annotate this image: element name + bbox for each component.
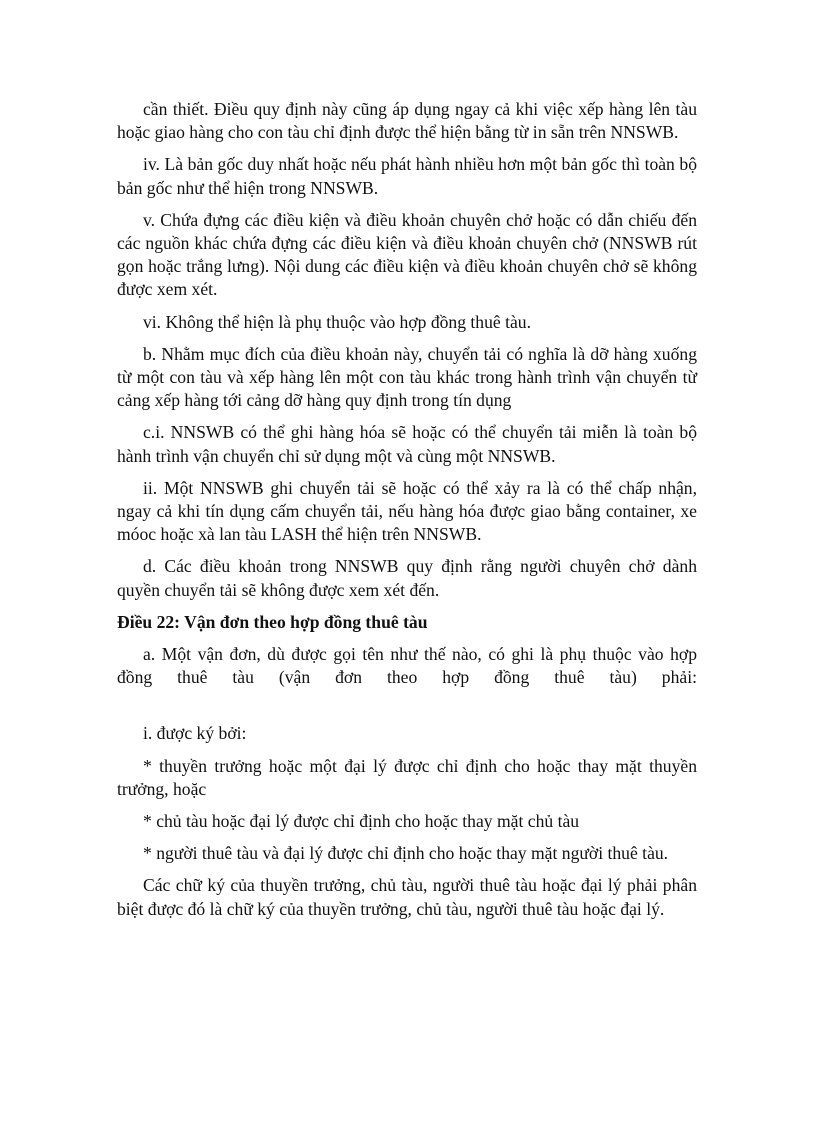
paragraph-item-d: d. Các điều khoản trong NNSWB quy định rằng người chuyên chở dành quyền chuyển tải sẽ không được xem xét đến. bbox=[117, 556, 697, 600]
paragraph-article-22-a: a. Một vận đơn, dù được gọi tên như thế nào, có ghi là phụ thuộc vào hợp đồng thuê tàu (vận đơn theo hợp đồng thuê tàu) phải: bbox=[117, 644, 697, 688]
paragraph-item-v: v. Chứa đựng các điều kiện và điều khoản chuyên chở hoặc có dẫn chiếu đến các nguồn khác chứa đựng các điều kiện và điều khoản chuyên chở (NNSWB rút gọn hoặc trắng lưng). Nội dung các điều kiện và điều khoản chuyên chở sẽ không được xem xét. bbox=[117, 209, 697, 300]
paragraph-item-ii: ii. Một NNSWB ghi chuyển tải sẽ hoặc có thể xảy ra là có thể chấp nhận, ngay cả khi tín dụng cấm chuyển tải, nếu hàng hóa được giao bằng container, xe móoc hoặc xà lan tàu LASH thể hiện trên NNSWB. bbox=[117, 477, 697, 545]
bullet-charterer: * người thuê tàu và đại lý được chỉ định cho hoặc thay mặt người thuê tàu. bbox=[143, 843, 669, 864]
paragraph-signatures: Các chữ ký của thuyền trưởng, chủ tàu, người thuê tàu hoặc đại lý phải phân biệt được đó là chữ ký của thuyền trưởng, chủ tàu, người thuê tàu hoặc đại lý. bbox=[117, 875, 697, 919]
paragraph-item-b: b. Nhằm mục đích của điều khoản này, chuyển tải có nghĩa là dỡ hàng xuống từ một con tàu và xếp hàng lên một con tàu khác trong hành trình vận chuyển từ cảng xếp hàng tới cảng dỡ hàng quy định trong tín dụng bbox=[117, 343, 697, 411]
paragraph-item-vi: vi. Không thể hiện là phụ thuộc vào hợp đồng thuê tàu. bbox=[143, 311, 531, 332]
paragraph-item-c-i: c.i. NNSWB có thể ghi hàng hóa sẽ hoặc có thể chuyển tải miễn là toàn bộ hành trình vận chuyển chỉ sử dụng một và cùng một NNSWB. bbox=[117, 422, 697, 466]
paragraph-signed-by: i. được ký bởi: bbox=[143, 723, 247, 744]
paragraph-continuation: cần thiết. Điều quy định này cũng áp dụng ngay cả khi việc xếp hàng lên tàu hoặc giao hàng cho con tàu chỉ định được thể hiện bằng từ in sẵn trên NNSWB. bbox=[117, 99, 697, 143]
document-page bbox=[117, 98, 697, 930]
paragraph-item-iv: iv. Là bản gốc duy nhất hoặc nếu phát hành nhiều hơn một bản gốc thì toàn bộ bản gốc như thể hiện trong NNSWB. bbox=[117, 154, 697, 198]
blank-spacer bbox=[117, 698, 697, 722]
article-22-heading: Điều 22: Vận đơn theo hợp đồng thuê tàu bbox=[117, 611, 428, 632]
bullet-master: * thuyền trưởng hoặc một đại lý được chỉ định cho hoặc thay mặt thuyền trưởng, hoặc bbox=[117, 755, 697, 799]
bullet-owner: * chủ tàu hoặc đại lý được chỉ định cho hoặc thay mặt chủ tàu bbox=[143, 811, 580, 832]
